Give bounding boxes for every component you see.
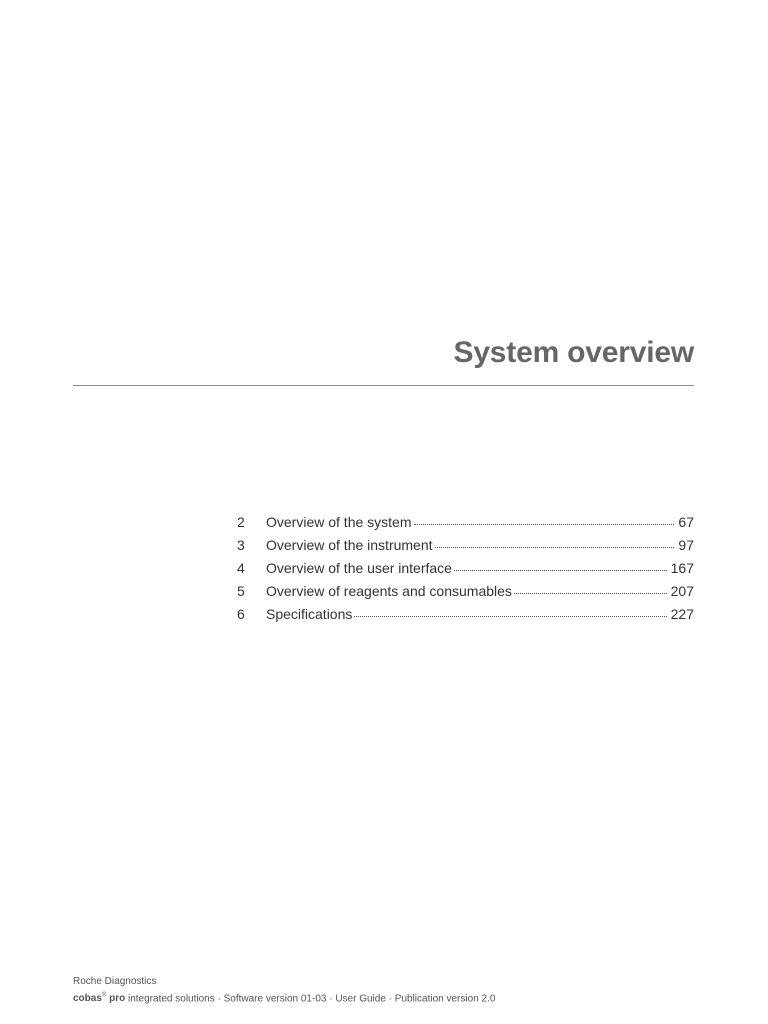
toc-chapter-title[interactable]: Specifications	[266, 606, 353, 622]
toc-entry[interactable]	[237, 583, 694, 606]
footer-brand-suffix: pro	[109, 993, 126, 1005]
toc-page-number[interactable]: 207	[670, 583, 694, 599]
toc-page-number[interactable]: 167	[670, 560, 694, 576]
toc-chapter-title[interactable]: Overview of the instrument	[266, 537, 433, 553]
toc-dot-leader	[414, 524, 675, 525]
toc-entry[interactable]	[237, 606, 694, 629]
page-footer	[73, 975, 495, 1006]
toc-chapter-number: 4	[237, 560, 245, 576]
footer-publication-info	[73, 989, 495, 1006]
footer-company: Roche Diagnostics	[73, 976, 157, 987]
footer-brand	[73, 993, 125, 1004]
toc-page-number[interactable]: 97	[678, 537, 694, 553]
toc-chapter-title[interactable]: Overview of the system	[266, 514, 412, 530]
toc-dot-leader	[435, 547, 675, 548]
toc-entry[interactable]	[237, 560, 694, 583]
toc-page-number[interactable]: 227	[670, 606, 694, 622]
toc-chapter-title[interactable]: Overview of reagents and consumables	[266, 583, 512, 599]
title-divider	[73, 385, 694, 386]
toc-chapter-number: 2	[237, 514, 245, 530]
footer-brand-mark: ®	[101, 993, 107, 999]
toc-entry[interactable]	[237, 537, 694, 560]
toc-chapter-number: 6	[237, 606, 245, 622]
toc-dot-leader	[514, 593, 667, 594]
toc-chapter-number: 3	[237, 537, 245, 553]
toc-dot-leader	[354, 616, 666, 617]
toc-page-number[interactable]: 67	[678, 514, 694, 530]
footer-brand-name: cobas	[73, 993, 102, 1005]
toc-entry[interactable]	[237, 514, 694, 537]
table-of-contents	[237, 514, 694, 629]
section-title: System overview	[453, 336, 694, 369]
toc-chapter-title[interactable]: Overview of the user interface	[266, 560, 452, 576]
footer-details: integrated solutions · Software version 01-03 · User Guide · Publication version 2.0	[128, 993, 496, 1005]
toc-chapter-number: 5	[237, 583, 245, 599]
toc-dot-leader	[454, 570, 667, 571]
